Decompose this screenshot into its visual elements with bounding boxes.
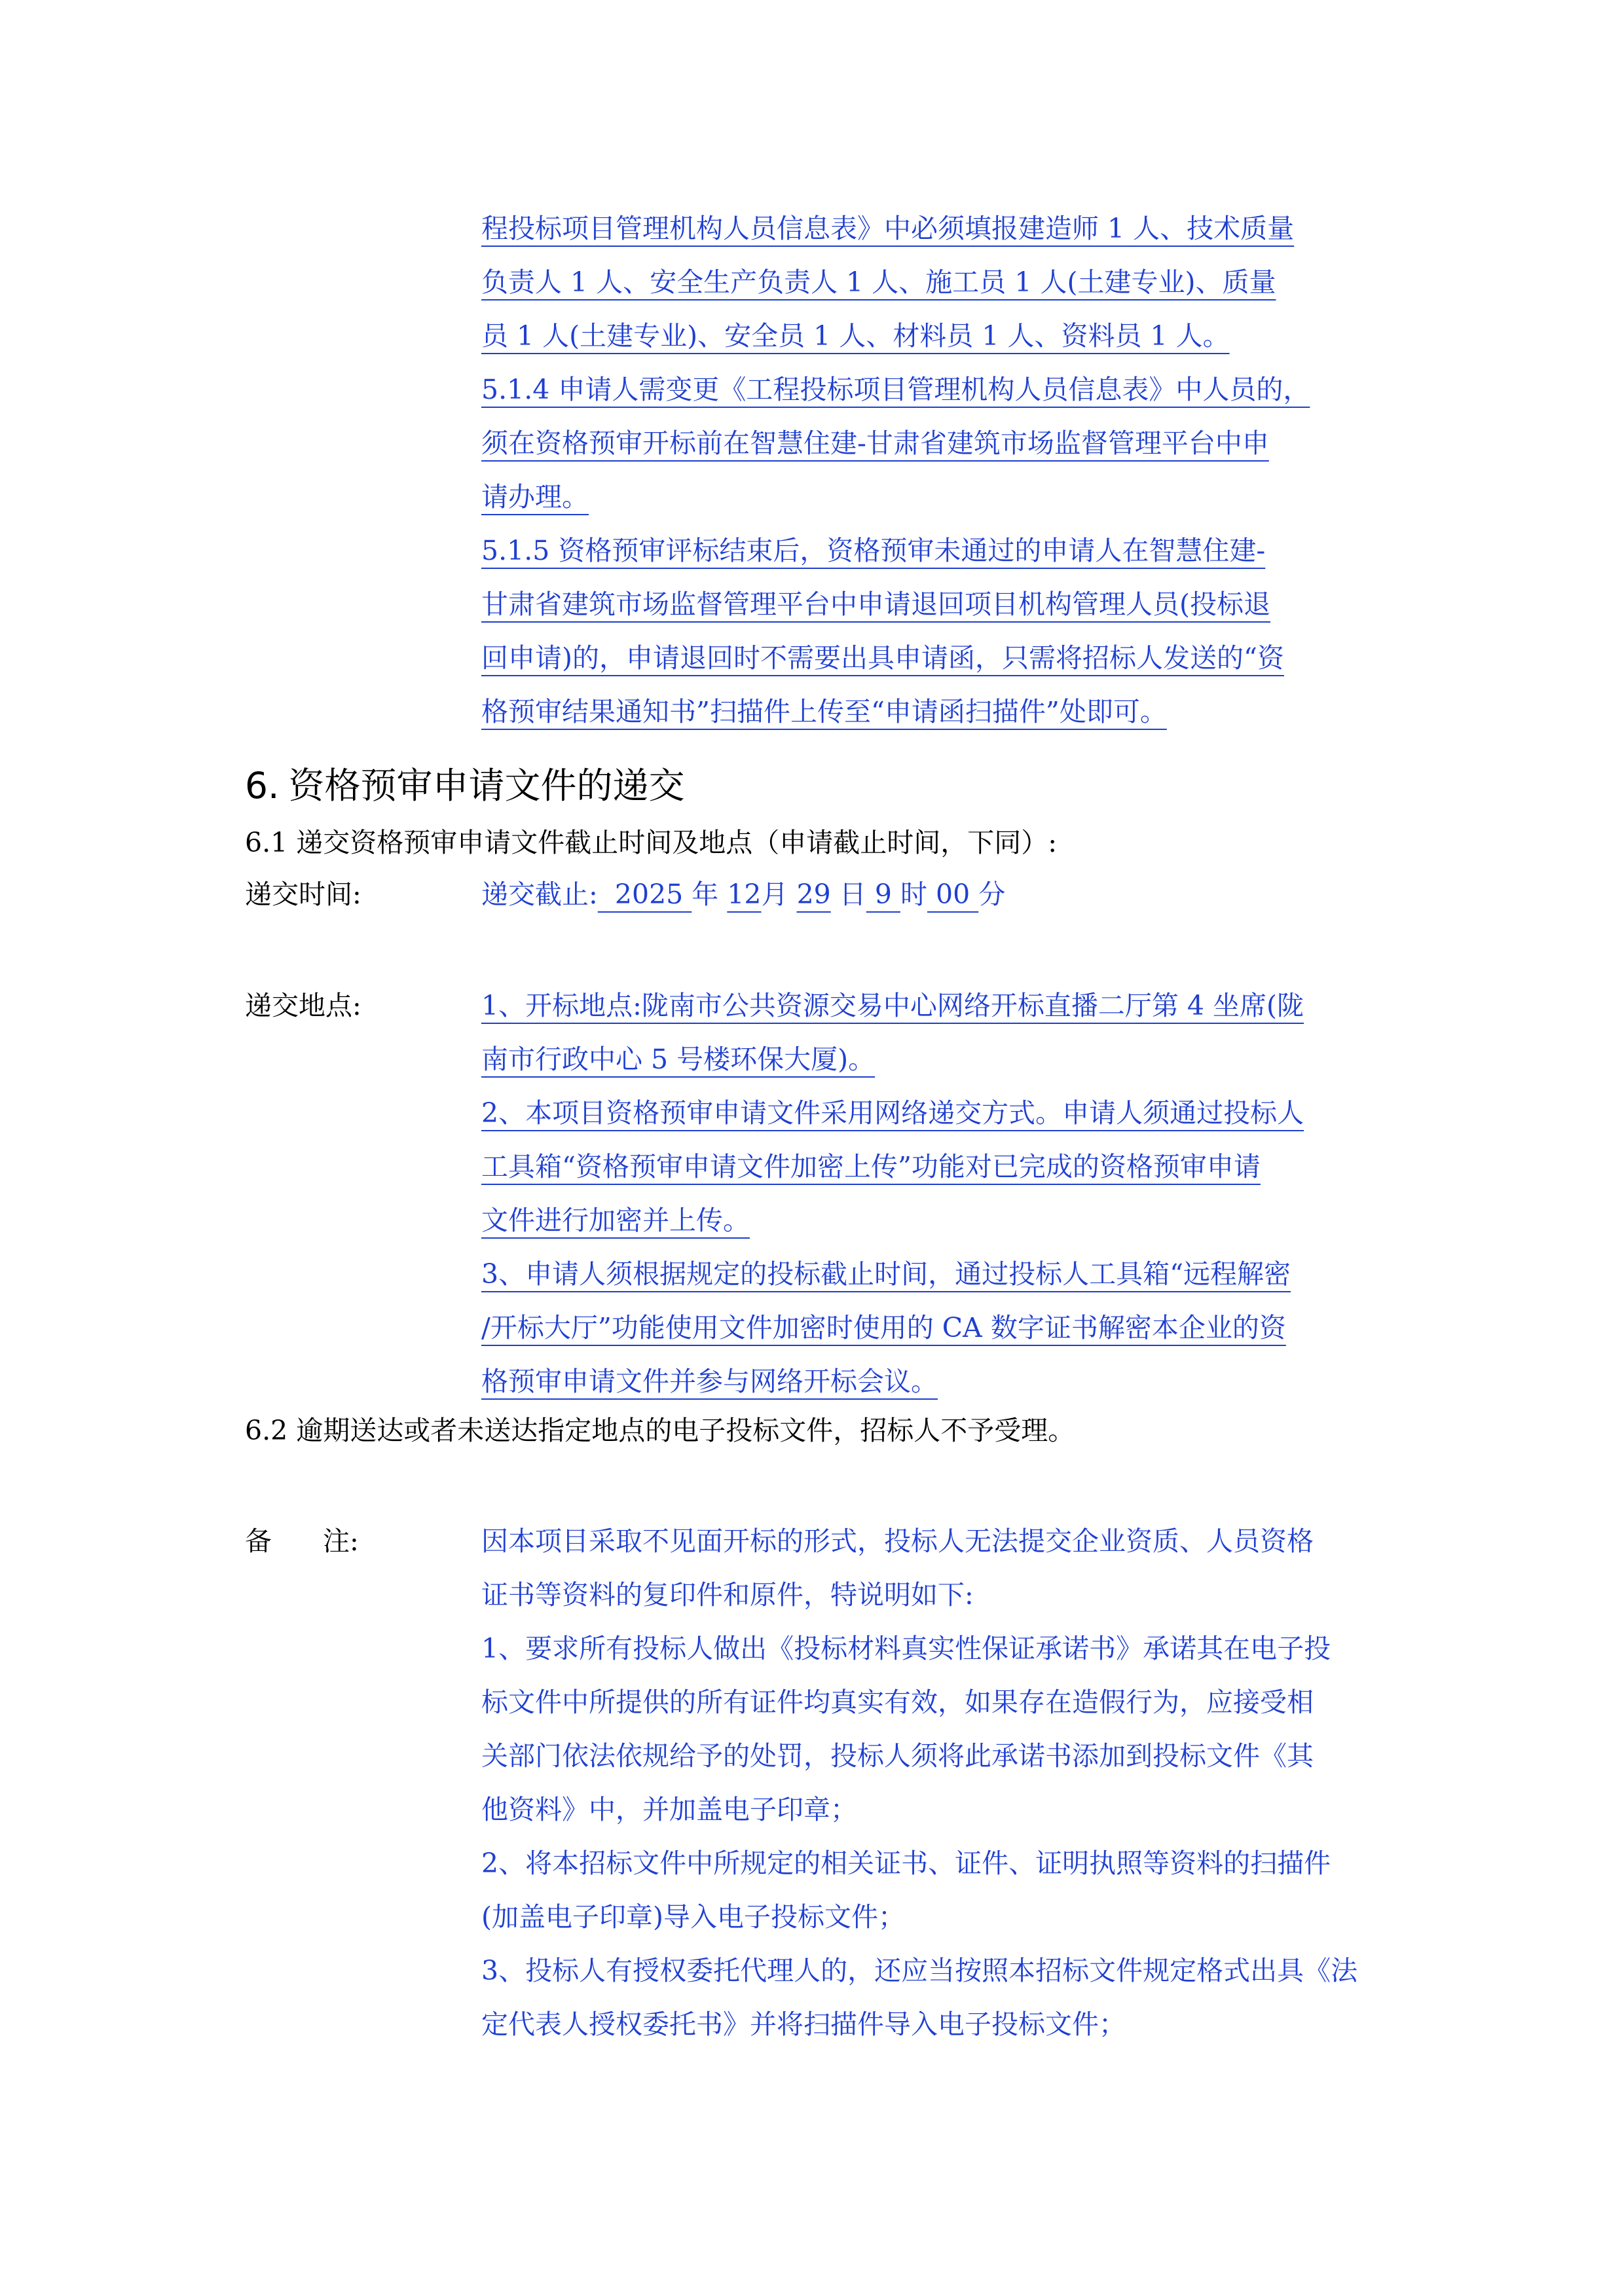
clause-5-1-4-line: 须在资格预审开标前在智慧住建-甘肃省建筑市场监督管理平台中申 — [481, 428, 1269, 459]
section-title: 资格预审申请文件的递交 — [288, 765, 685, 807]
place-line: 1、开标地点:陇南市公共资源交易中心网络开标直播二厅第 4 坐席(陇 — [481, 990, 1304, 1021]
note-line: 关部门依法依规给予的处罚，投标人须将此承诺书添加到投标文件《其 — [481, 1740, 1314, 1772]
place-line: 3、申请人须根据规定的投标截止时间，通过投标人工具箱“远程解密 — [481, 1258, 1291, 1290]
deadline-day: 29 — [796, 879, 831, 910]
section-6-heading — [245, 759, 694, 812]
place-line: 文件进行加密并上传。 — [481, 1205, 750, 1236]
continuation-line: 负责人 1 人、安全生产负责人 1 人、施工员 1 人(土建专业)、质量 — [481, 266, 1276, 298]
note-line: 3、投标人有授权委托代理人的，还应当按照本招标文件规定格式出具《法 — [481, 1955, 1358, 1986]
place-line: 2、本项目资格预审申请文件采用网络递交方式。申请人须通过投标人 — [481, 1097, 1304, 1129]
note-line: 1、要求所有投标人做出《投标材料真实性保证承诺书》承诺其在电子投 — [481, 1633, 1331, 1664]
section5-continuation — [481, 202, 1378, 738]
place-line: 南市行政中心 5 号楼环保大厦)。 — [481, 1044, 876, 1075]
deadline-day-unit: 日 — [839, 879, 866, 910]
continuation-line: 程投标项目管理机构人员信息表》中必须填报建造师 1 人、技术质量 — [481, 213, 1295, 244]
deadline-minute: 00 — [936, 879, 970, 910]
submission-time-label: 递交时间: — [245, 879, 361, 910]
place-line: /开标大厅”功能使用文件加密时使用的 CA 数字证书解密本企业的资 — [481, 1312, 1286, 1343]
deadline-year-unit: 年 — [692, 879, 719, 910]
note-line: 他资料》中，并加盖电子印章； — [481, 1794, 857, 1825]
place-line: 工具箱“资格预审申请文件加密上传”功能对已完成的资格预审申请 — [481, 1151, 1261, 1182]
notes-label-part-a: 备 — [245, 1525, 272, 1557]
clause-5-1-4-line: 5.1.4 申请人需变更《工程投标项目管理机构人员信息表》中人员的， — [481, 374, 1310, 405]
note-line: 标文件中所提供的所有证件均真实有效，如果存在造假行为，应接受相 — [481, 1686, 1314, 1718]
submission-place-block — [481, 979, 1378, 1408]
note-line: 因本项目采取不见面开标的形式，投标人无法提交企业资质、人员资格 — [481, 1525, 1314, 1557]
deadline-month: 12 — [727, 879, 762, 910]
submission-place-label: 递交地点: — [245, 990, 361, 1021]
clause-5-1-5-line: 5.1.5 资格预审评标结束后，资格预审未通过的申请人在智慧住建- — [481, 535, 1266, 566]
deadline-hour: 9 — [874, 879, 892, 910]
note-line: (加盖电子印章)导入电子投标文件； — [481, 1901, 905, 1933]
note-line: 定代表人授权委托书》并将扫描件导入电子投标文件； — [481, 2009, 1126, 2040]
clause-6-1: 6.1 递交资格预审申请文件截止时间及地点（申请截止时间，下同）: — [245, 827, 1058, 858]
clause-5-1-5-line: 回申请)的，申请退回时不需要出具申请函，只需将招标人发送的“资 — [481, 642, 1284, 674]
clause-5-1-5-line: 格预审结果通知书”扫描件上传至“申请函扫描件”处即可。 — [481, 696, 1167, 727]
submission-deadline — [481, 867, 1005, 921]
clause-5-1-4-line: 请办理。 — [481, 481, 589, 513]
deadline-minute-unit: 分 — [978, 879, 1006, 910]
note-line: 2、将本招标文件中所规定的相关证书、证件、证明执照等资料的扫描件 — [481, 1848, 1331, 1879]
place-line: 格预审申请文件并参与网络开标会议。 — [481, 1366, 938, 1397]
clause-6-2: 6.2 逾期送达或者未送达指定地点的电子投标文件，招标人不予受理。 — [245, 1415, 1075, 1446]
deadline-prefix: 递交截止: — [481, 879, 598, 910]
deadline-hour-unit: 时 — [900, 879, 927, 910]
notes-label-part-b: 注: — [323, 1525, 359, 1557]
continuation-line: 员 1 人(土建专业)、安全员 1 人、材料员 1 人、资料员 1 人。 — [481, 320, 1230, 352]
clause-5-1-5-line: 甘肃省建筑市场监督管理平台中申请退回项目机构管理人员(投标退 — [481, 589, 1270, 620]
note-line: 证书等资料的复印件和原件，特说明如下: — [481, 1579, 974, 1611]
deadline-month-unit: 月 — [761, 879, 788, 910]
notes-label — [245, 1514, 468, 1568]
section-number: 6. — [245, 765, 280, 807]
deadline-year: 2025 — [614, 879, 684, 910]
notes-block — [481, 1514, 1378, 2051]
